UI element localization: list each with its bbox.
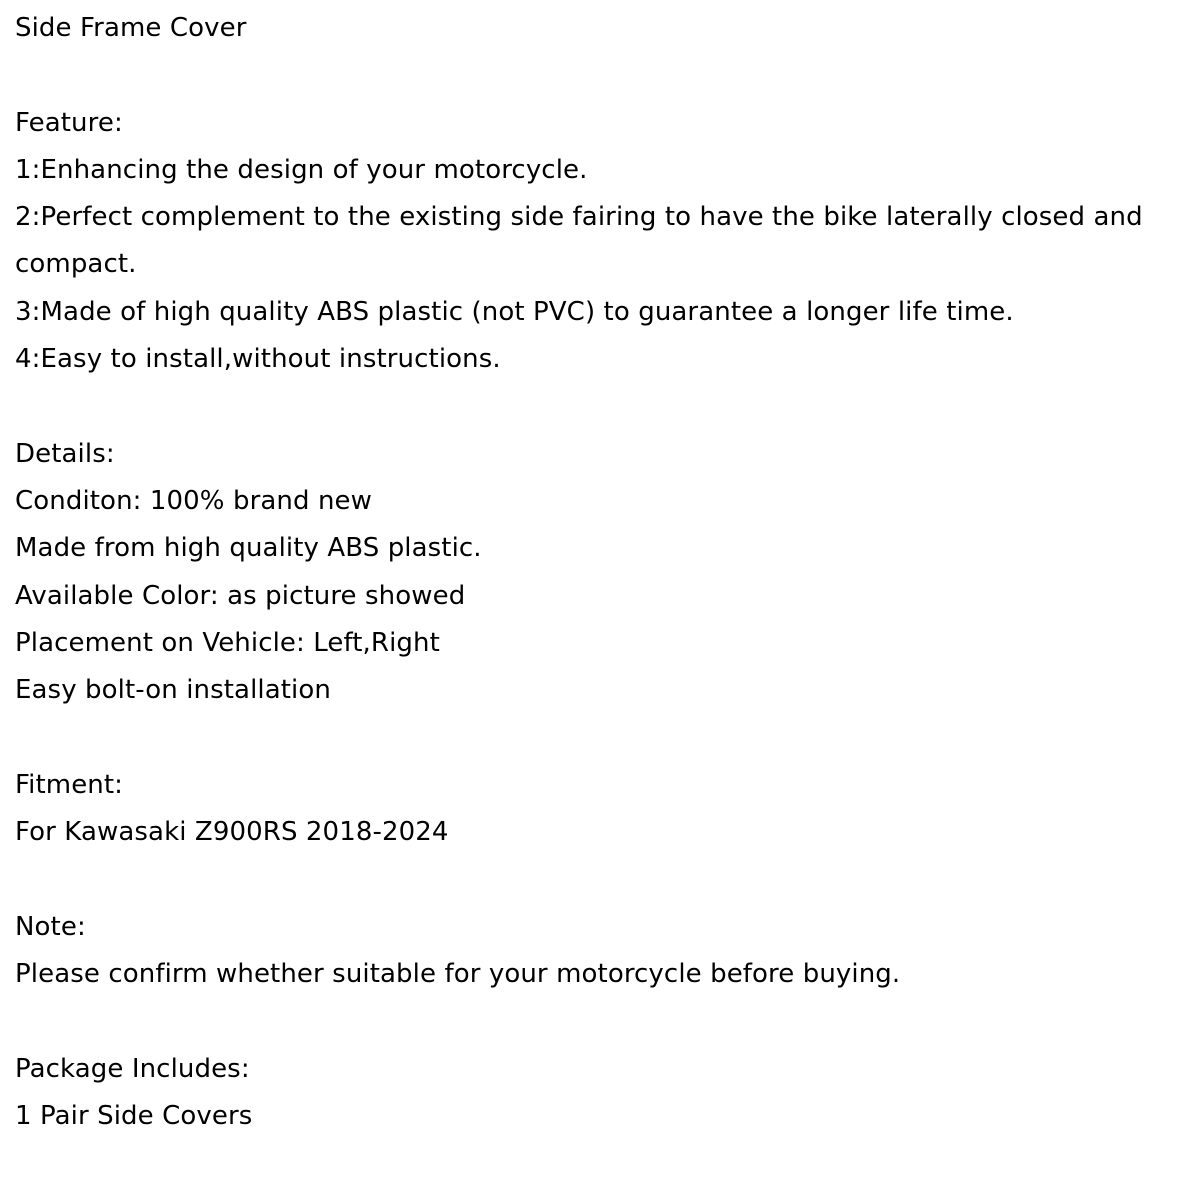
page-title: Side Frame Cover <box>15 13 247 43</box>
feature-item: 3:Made of high quality ABS plastic (not PVC) to guarantee a longer life time. <box>15 296 1014 327</box>
fitment-heading: Fitment: <box>15 769 124 800</box>
details-item: Easy bolt-on installation <box>15 675 331 706</box>
details-item: Available Color: as picture showed <box>15 580 466 611</box>
details-item: Made from high quality ABS plastic. <box>15 533 482 564</box>
feature-item: 1:Enhancing the design of your motorcycle. <box>15 154 588 185</box>
feature-item: 2:Perfect complement to the existing side fairing to have the bike laterally closed and compact. <box>15 202 1143 280</box>
spacer <box>15 52 1195 99</box>
package-heading: Package Includes: <box>15 1053 250 1084</box>
details-item: Conditon: 100% brand new <box>15 485 372 516</box>
fitment-item: For Kawasaki Z900RS 2018-2024 <box>15 817 449 848</box>
spacer <box>15 714 1195 761</box>
note-item: Please confirm whether suitable for your motorcycle before buying. <box>15 958 901 989</box>
product-description <box>15 5 1195 1140</box>
spacer <box>15 383 1195 430</box>
package-item: 1 Pair Side Covers <box>15 1100 253 1131</box>
details-heading: Details: <box>15 438 115 469</box>
feature-heading: Feature: <box>15 107 123 138</box>
note-heading: Note: <box>15 911 86 942</box>
feature-item: 4:Easy to install,without instructions. <box>15 344 501 375</box>
details-item: Placement on Vehicle: Left,Right <box>15 627 440 658</box>
spacer <box>15 998 1195 1045</box>
spacer <box>15 856 1195 903</box>
